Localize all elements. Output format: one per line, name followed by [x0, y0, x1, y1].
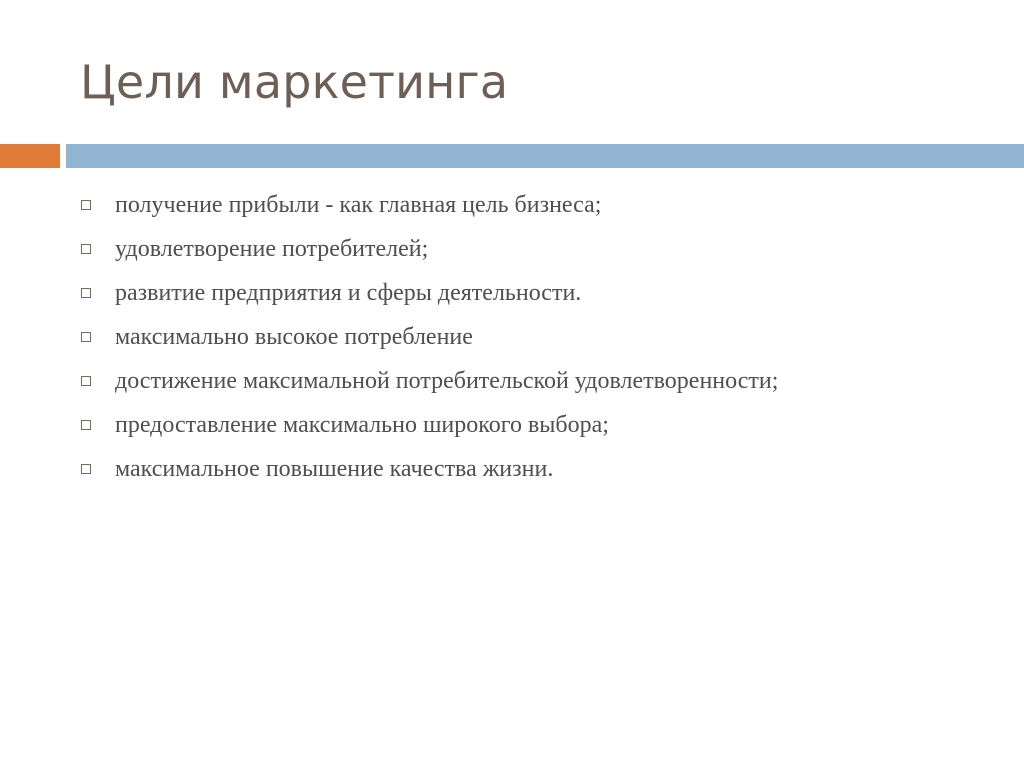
- bullet-text: удовлетворение потребителей;: [115, 236, 429, 262]
- list-item: [78, 315, 778, 359]
- hollow-square-bullet-icon: [81, 332, 91, 342]
- bullet-text: достижение максимальной потребительской удовлетворенности;: [115, 368, 779, 394]
- list-item: [78, 227, 778, 271]
- hollow-square-bullet-icon: [81, 244, 91, 254]
- slide-title: Цели маркетинга: [80, 55, 509, 109]
- list-item: [78, 271, 778, 315]
- bullet-text: развитие предприятия и сферы деятельности.: [115, 280, 582, 306]
- bullet-text: максимальное повышение качества жизни.: [115, 456, 554, 482]
- bullet-text: получение прибыли - как главная цель бизнеса;: [115, 192, 602, 218]
- list-item: [78, 403, 778, 447]
- list-item: [78, 183, 778, 227]
- accent-bar-orange: [0, 144, 60, 168]
- list-item: [78, 447, 778, 491]
- accent-bar-blue: [66, 144, 1024, 168]
- hollow-square-bullet-icon: [81, 376, 91, 386]
- bullet-text: предоставление максимально широкого выбора;: [115, 412, 609, 438]
- hollow-square-bullet-icon: [81, 200, 91, 210]
- bullet-text: максимально высокое потребление: [115, 324, 473, 350]
- hollow-square-bullet-icon: [81, 420, 91, 430]
- list-item: [78, 359, 778, 403]
- hollow-square-bullet-icon: [81, 288, 91, 298]
- hollow-square-bullet-icon: [81, 464, 91, 474]
- bullet-list: [78, 183, 778, 491]
